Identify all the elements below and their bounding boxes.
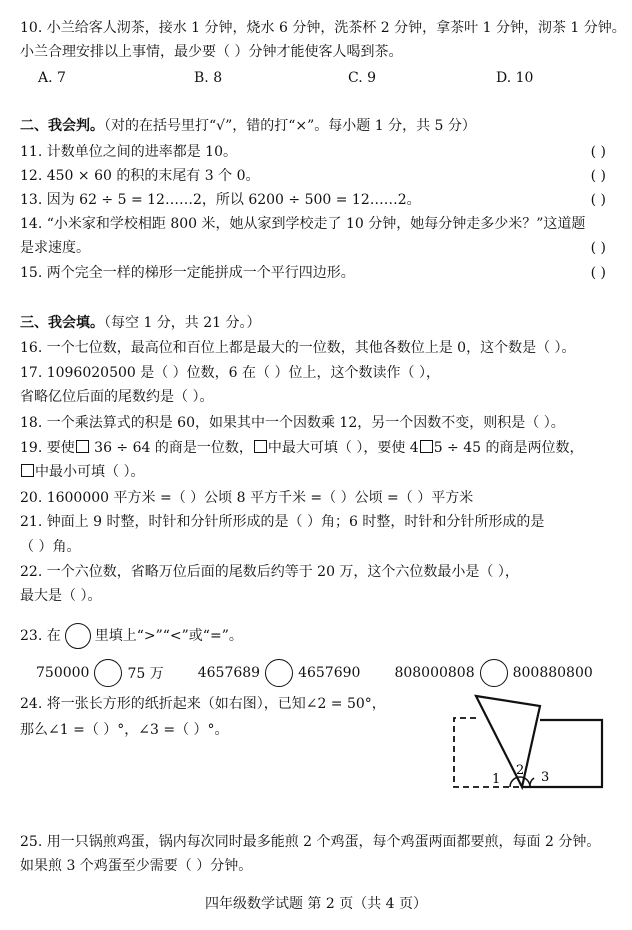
- q19-part-a: 19. 要使: [20, 440, 75, 456]
- compare-pair: [394, 659, 592, 687]
- compare-right: 800880800: [512, 665, 593, 681]
- q21-line2: （ ）角。: [20, 539, 81, 555]
- q10-choice-c: C. 9: [348, 70, 377, 86]
- q10-choice-d: D. 10: [496, 70, 534, 86]
- q25-line2: 如果煎 3 个鸡蛋至少需要（ ）分钟。: [20, 858, 253, 874]
- section2-title: 二、我会判。: [20, 118, 104, 134]
- circle-blank-icon: [65, 623, 91, 649]
- q17-line2: 省略亿位后面的尾数约是（ ）。: [20, 389, 214, 405]
- angle-label-1: 1: [492, 772, 501, 787]
- q21-line1: 21. 钟面上 9 时整，时针和分针所形成的是（ ）角；6 时整，时针和分针所形成的是: [20, 514, 545, 530]
- q11-text: 11. 计数单位之间的进率都是 10。: [20, 144, 237, 160]
- section3-title: 三、我会填。: [20, 315, 104, 331]
- angle-arc: [530, 778, 534, 787]
- box-blank-icon: [254, 440, 267, 453]
- q19-part-b: 36 ÷ 64 的商是一位数，: [89, 440, 253, 456]
- box-blank-icon: [21, 464, 34, 477]
- page-footer: 四年级数学试题 第 2 页（共 4 页）: [204, 896, 428, 912]
- q15-answer-paren: ( ): [590, 265, 606, 281]
- box-blank-icon: [76, 440, 89, 453]
- q17-line1: 17. 1096020500 是（ ）位数，6 在（ ）位上，这个数读作（ ），: [20, 365, 440, 381]
- compare-circle-icon: [480, 659, 508, 687]
- q10-line2: 小兰合理安排以上事情，最少要（ ）分钟才能使客人喝到茶。: [20, 44, 403, 60]
- compare-circle-icon: [94, 659, 122, 687]
- q22-line1: 22. 一个六位数，省略万位后面的尾数后约等于 20 万，这个六位数最小是（ ），: [20, 564, 519, 580]
- q23-compare-row: [36, 658, 627, 688]
- compare-right: 75 万: [127, 666, 164, 682]
- q10-line1: 10. 小兰给客人沏茶，接水 1 分钟，烧水 6 分钟，洗茶杯 2 分钟，拿茶叶 1 分钟，沏茶 1 分钟。: [20, 20, 626, 36]
- q24-line1: 24. 将一张长方形的纸折起来（如右图），已知∠2 = 50°，: [20, 696, 386, 712]
- q19-line2-text: 中最小可填（ ）。: [35, 464, 145, 480]
- section3-header: [20, 313, 261, 333]
- q23-part-a: 23. 在: [20, 628, 61, 644]
- q22-line2: 最大是（ ）。: [20, 588, 102, 604]
- q13-text: 13. 因为 62 ÷ 5 = 12……2，所以 6200 ÷ 500 = 12……2。: [20, 192, 421, 208]
- folded-paper-figure: [440, 692, 610, 796]
- compare-right: 4657690: [298, 665, 361, 681]
- compare-left: 808000808: [394, 665, 475, 681]
- section2-header: [20, 116, 476, 136]
- compare-left: 750000: [36, 665, 90, 681]
- q16-text: 16. 一个七位数，最高位和百位上都是最大的一位数，其他各数位上是 0，这个数是（ ）。: [20, 340, 576, 356]
- compare-pair: [36, 659, 164, 687]
- q25-line1: 25. 用一只锅煎鸡蛋，锅内每次同时最多能煎 2 个鸡蛋，每个鸡蛋两面都要煎，每面 2 分钟。: [20, 834, 601, 850]
- q19-line2: [20, 462, 144, 482]
- q12-answer-paren: ( ): [590, 168, 606, 184]
- q20-text: 20. 1600000 平方米 =（ ）公顷 8 平方千米 =（ ）公顷 =（ ）平方米: [20, 490, 474, 506]
- fold-dashed-outline: [454, 718, 520, 787]
- compare-pair: [198, 659, 361, 687]
- q12-text: 12. 450 × 60 的积的末尾有 3 个 0。: [20, 168, 260, 184]
- compare-circle-icon: [265, 659, 293, 687]
- q24-line2: 那么∠1 =（ ）°，∠3 =（ ）°。: [20, 722, 229, 738]
- q10-choice-b: B. 8: [194, 70, 223, 86]
- compare-left: 4657689: [197, 665, 261, 681]
- q10-choice-a: A. 7: [38, 70, 66, 86]
- q23-prompt: [20, 622, 243, 650]
- section2-note: （对的在括号里打“√”，错的打“×”。每小题 1 分，共 5 分）: [104, 118, 476, 134]
- angle-label-2: 2: [516, 763, 525, 778]
- fold-flap: [476, 696, 540, 787]
- q19-line1: [20, 438, 584, 458]
- q19-part-c: 中最大可填（ ），要使 4: [267, 440, 419, 456]
- q18-text: 18. 一个乘法算式的积是 60，如果其中一个因数乘 12，另一个因数不变，则积是（ ）。: [20, 415, 565, 431]
- q15-text: 15. 两个完全一样的梯形一定能拼成一个平行四边形。: [20, 265, 355, 281]
- q14-answer-paren: ( ): [590, 240, 606, 256]
- q13-answer-paren: ( ): [590, 192, 606, 208]
- q11-answer-paren: ( ): [590, 144, 606, 160]
- section3-note: （每空 1 分，共 21 分。）: [104, 315, 261, 331]
- angle-label-3: 3: [541, 770, 550, 785]
- q14-line1: 14. “小米家和学校相距 800 米，她从家到学校走了 10 分钟，她每分钟走多少米？”这道题: [20, 216, 586, 232]
- box-blank-icon: [420, 440, 433, 453]
- q14-line2: 是求速度。: [20, 240, 90, 256]
- q23-part-b: 里填上“>”“<”或“=”。: [94, 628, 243, 644]
- q19-part-d: 5 ÷ 45 的商是两位数，: [433, 440, 584, 456]
